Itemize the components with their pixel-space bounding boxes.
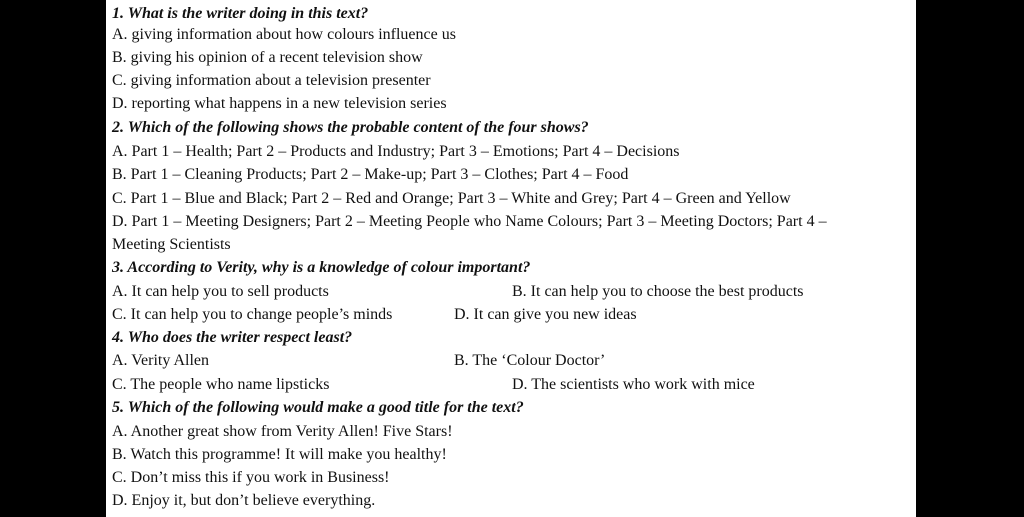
question-2-option-c: C. Part 1 – Blue and Black; Part 2 – Red and Orange; Part 3 – White and Grey; Part 4 – Green and Yellow <box>112 190 791 207</box>
question-2-option-d-continued: Meeting Scientists <box>112 236 231 253</box>
question-1-stem: 1. What is the writer doing in this text? <box>112 5 369 22</box>
question-4-option-d: D. The scientists who work with mice <box>512 376 755 393</box>
question-3-option-a: A. It can help you to sell products <box>112 283 329 300</box>
question-2-stem: 2. Which of the following shows the probable content of the four shows? <box>112 119 589 136</box>
question-1-option-c: C. giving information about a television presenter <box>112 72 431 89</box>
question-1-option-d: D. reporting what happens in a new television series <box>112 95 447 112</box>
question-5-option-b: B. Watch this programme! It will make you healthy! <box>112 446 447 463</box>
question-3-stem: 3. According to Verity, why is a knowledge of colour important? <box>112 259 531 276</box>
question-5-stem: 5. Which of the following would make a good title for the text? <box>112 399 524 416</box>
question-3-option-b: B. It can help you to choose the best products <box>512 283 804 300</box>
question-2-option-d: D. Part 1 – Meeting Designers; Part 2 – Meeting People who Name Colours; Part 3 – Meeting Doctors; Part 4 – <box>112 213 827 230</box>
question-5-option-d: D. Enjoy it, but don’t believe everything. <box>112 492 376 509</box>
question-4-option-a: A. Verity Allen <box>112 352 210 369</box>
question-4-stem: 4. Who does the writer respect least? <box>112 329 353 346</box>
question-3-option-c: C. It can help you to change people’s minds <box>112 306 393 323</box>
question-4-option-b: B. The ‘Colour Doctor’ <box>454 352 606 369</box>
question-1-option-b: B. giving his opinion of a recent television show <box>112 49 423 66</box>
question-3-option-d: D. It can give you new ideas <box>454 306 637 323</box>
question-2-option-a: A. Part 1 – Health; Part 2 – Products and Industry; Part 3 – Emotions; Part 4 – Decisions <box>112 143 680 160</box>
question-1-option-a: A. giving information about how colours influence us <box>112 26 456 43</box>
worksheet-page <box>106 0 916 517</box>
question-2-option-b: B. Part 1 – Cleaning Products; Part 2 – Make-up; Part 3 – Clothes; Part 4 – Food <box>112 166 629 183</box>
question-4-option-c: C. The people who name lipsticks <box>112 376 330 393</box>
question-5-option-c: C. Don’t miss this if you work in Business! <box>112 469 390 486</box>
question-5-option-a: A. Another great show from Verity Allen! Five Stars! <box>112 423 453 440</box>
